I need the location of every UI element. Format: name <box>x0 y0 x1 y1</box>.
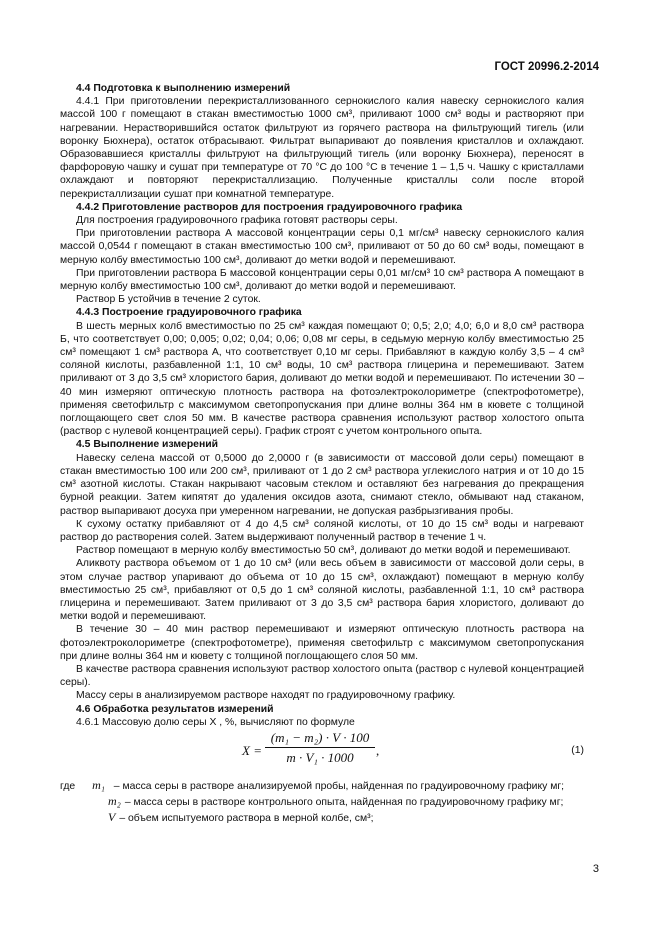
definition-m2-text: – масса серы в растворе контрольного опыта, найденная по градуировочному графику мг; <box>124 797 564 809</box>
symbol-v: V <box>108 810 116 825</box>
paragraph-4-4-1: 4.4.1 При приготовлении перекристаллизованного сернокислого калия навеску сернокислого калия массой 100 г помещают в стакан вместимостью 1000 см³, приливают 1000 см³ воды и растворяют при нагревании. Нерастворившийся остаток фильтруют из горячего раствора на фильтрующий тигель (или воронку Бюхнера), остаток отбрасывают. Фильтрат выпаривают до появления кристаллов и охлаждают. Образовавшиеся кристаллы фильтруют на фильтрующий тигель (или воронку Бюхнера), переносят в фарфоровую чашку и сушат при температуре от 70 °С до 100 °С в течение 1 – 1,5 ч. Чашку с кристаллами охлаждают и повторяют перекристаллизацию. Полученные кристаллы соли после второй перекристаллизации сушат при комнатной температуре. <box>60 96 584 200</box>
symbol-m2: m₂ <box>108 794 121 809</box>
section-4-4-title: 4.4 Подготовка к выполнению измерений <box>76 83 291 94</box>
formula-numerator: (m₁ − m₂) · V · 100 <box>265 731 375 748</box>
section-4-5-title: 4.5 Выполнение измерений <box>76 439 218 451</box>
definition-m1-text: – масса серы в растворе анализируемой пробы, найденная по градуировочному графику мг; <box>113 780 565 792</box>
paragraph: В течение 30 – 40 мин раствор перемешивают и измеряют оптическую плотность раствора на фотоэлектроколориметре (спектрофотометре), применяя светофильтр с максимумом светопропускания при длине волны 364 нм и кювету с толщиной поглощающего слоя 50 мм. <box>60 624 584 662</box>
paragraph: При приготовлении раствора А массовой концентрации серы 0,1 мг/см³ навеску сернокислого калия массой 0,0544 г помещают в стакан вместимостью 100 см³, приливают от 50 до 60 см³ воды, помещают в мерную колбу вместимостью 100 см³, доливают до метки водой и перемешивают. <box>60 228 584 266</box>
formula-lhs: X = <box>242 742 262 758</box>
section-4-6-title: 4.6 Обработка результатов измерений <box>76 703 274 715</box>
paragraph: Раствор Б устойчив в течение 2 суток. <box>76 294 261 306</box>
formula-1 <box>60 731 584 775</box>
where-label: где <box>60 780 76 792</box>
page-number: 3 <box>592 863 599 875</box>
paragraph: К сухому остатку прибавляют от 4 до 4,5 см³ соляной кислоты, от 10 до 15 см³ воды и нагревают раствор до растворения солей. Затем выдерживают полученный раствор в течение 1 ч. <box>60 518 584 543</box>
paragraph: В шесть мерных колб вместимостью по 25 см³ каждая помещают 0; 0,5; 2,0; 4,0; 6,0 и 8,0 см³ раствора Б, что соответствует 0,00; 0,005; 0,02; 0,04; 0,06; 0,08 мг серы, в седьмую мерную колбу вместимостью 25 см³ помещают 1 см³ раствора А, что соответствует 0,10 мг серы. Прибавляют в каждую колбу 3,5 – 4 см³ соляной кислоты, разбавленной 1:1, 10 см³ воды, 10 см³ раствора глицерина и перемешивают. Затем приливают от 3 до 3,5 см³ хлористого бария, доливают до метки водой и перемешивают. По истечении 30 – 40 мин измеряют оптическую плотность раствора на фотоэлектроколориметре (спектрофотометре), применяя светофильтр с максимумом светопропускания при длине волны 364 нм в кювете с толщиной поглощающего свет слоя 50 мм. В качестве раствора сравнения используют раствор холостого опыта (раствор с нулевой концентрацией серы). График строят с учетом контрольного опыта. <box>60 320 584 438</box>
formula-comma: , <box>376 742 380 758</box>
section-4-4-3-title: 4.4.3 Построение градуировочного графика <box>76 307 302 319</box>
paragraph: Аликвоту раствора объемом от 1 до 10 см³ (или весь объем в зависимости от массовой доли серы, в этом случае раствор упаривают до объема от 10 до 15 см³, охлаждают) помещают в мерную колбу вместимостью 25 см³, прибавляют от 0,5 до 1 см³ соляной кислоты, разбавленной 1:1, 10 см³ раствора глицерина и перемешивают. Затем приливают от 3 до 3,5 см³ раствора бария хлористого, доливают до метки водой и перемешивают. <box>60 558 584 623</box>
paragraph: Раствор помещают в мерную колбу вместимостью 50 см³, доливают до метки водой и перемешивают. <box>76 545 571 557</box>
paragraph: При приготовлении раствора Б массовой концентрации серы 0,01 мг/см³ 10 см³ раствора А помещают в мерную колбу вместимостью 100 см³, доливают до метки водой и перемешивают. <box>60 267 584 293</box>
document-body <box>60 82 584 828</box>
paragraph: В качестве раствора сравнения используют раствор холостого опыта (раствор с нулевой концентрацией серы). <box>60 663 584 689</box>
section-4-4-2-title: 4.4.2 Приготовление растворов для построения градуировочного графика <box>76 201 463 213</box>
formula-fraction <box>265 731 375 764</box>
formula-denominator: m · V₁ · 1000 <box>286 750 354 766</box>
definition-v-text: – объем испытуемого раствора в мерной колбе, см³; <box>119 813 374 825</box>
paragraph-4-6-1: 4.6.1 Массовую долю серы X , %, вычисляют по формуле <box>76 716 355 728</box>
standard-code-header: ГОСТ 20996.2-2014 <box>494 61 599 73</box>
definition-m1 <box>60 779 584 793</box>
symbol-m1: m₁ <box>92 777 105 792</box>
definition-m2 <box>60 795 584 809</box>
definition-v <box>60 811 584 825</box>
paragraph: Для построения градуировочного графика готовят растворы серы. <box>76 215 398 227</box>
paragraph: Массу серы в анализируемом растворе находят по градуировочному графику. <box>76 690 456 702</box>
paragraph: Навеску селена массой от 0,5000 до 2,0000 г (в зависимости от массовой доли серы) помещают в стакан вместимостью 100 или 200 см³, приливают от 1 до 2 см³ раствора углекислого натрия и от 10 до 15 см³ азотной кислоты. Стакан накрывают часовым стеклом и оставляют без нагревания до прекращения бурной реакции. Затем кипятят до удаления оксидов азота, снимают стекло, обмывают над стаканом, раствор выпаривают досуха при умеренном нагревании, не допуская разбрызгивания пробы. <box>60 452 584 517</box>
formula-number: (1) <box>571 744 584 756</box>
